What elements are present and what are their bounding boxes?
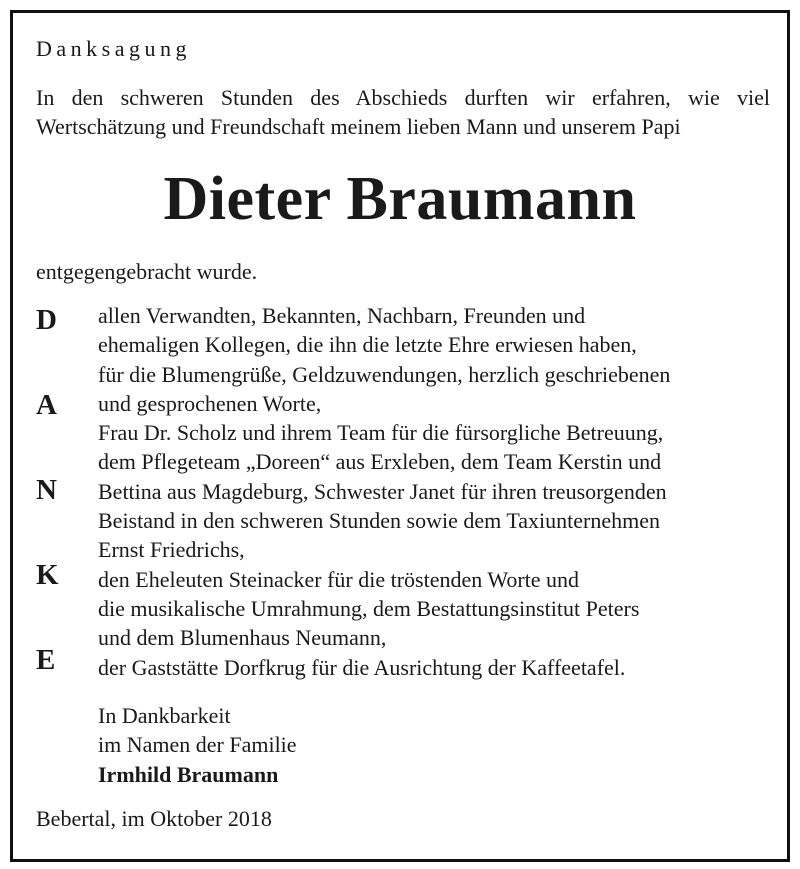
closing-line: In Dankbarkeit <box>98 703 231 728</box>
thanks-line: den Eheleuten Steinacker für die tröstenden Worte und <box>98 566 580 592</box>
thanks-line: Ernst Friedrichs, <box>98 537 245 563</box>
thanks-line: Bettina aus Magdeburg, Schwester Janet für ihren treusorgenden <box>98 478 667 504</box>
thanks-line: allen Verwandten, Bekannten, Nachbarn, Freunden und <box>98 303 586 328</box>
thanks-list <box>98 301 670 682</box>
danke-letter-k: K <box>36 559 59 591</box>
closing-line: im Namen der Familie <box>98 732 297 758</box>
thanks-line: Frau Dr. Scholz und ihrem Team für die fürsorgliche Betreuung, <box>98 420 664 446</box>
thanks-line: dem Pflegeteam „Doreen“ aus Erxleben, dem Team Kerstin und <box>98 449 662 475</box>
danke-letter-n: N <box>36 474 57 506</box>
thanks-line: Beistand in den schweren Stunden sowie dem Taxiunternehmen <box>98 508 660 534</box>
after-name-text: entgegengebracht wurde. <box>36 259 258 284</box>
intro-line: In den schweren Stunden des Abschieds durften wir erfahren, wie viel <box>36 85 770 110</box>
obituary-notice <box>10 10 790 862</box>
thanks-line: der Gaststätte Dorfkrug für die Ausrichtung der Kaffeetafel. <box>98 654 626 680</box>
danke-letter-a: A <box>36 389 57 421</box>
thanks-line: und gesprochenen Worte, <box>98 390 322 416</box>
danke-letter-d: D <box>36 304 57 336</box>
intro-paragraph <box>36 83 770 141</box>
intro-line: Wertschätzung und Freundschaft meinem lieben Mann und unserem Papi <box>36 114 681 139</box>
deceased-name: Dieter Braumann <box>163 165 637 233</box>
closing-block <box>98 701 297 789</box>
heading: Danksagung <box>36 36 191 61</box>
signer-name: Irmhild Braumann <box>98 761 279 787</box>
thanks-line: die musikalische Umrahmung, dem Bestattungsinstitut Peters <box>98 595 640 621</box>
place-date: Bebertal, im Oktober 2018 <box>36 806 272 831</box>
thanks-line: und dem Blumenhaus Neumann, <box>98 625 387 651</box>
thanks-line: ehemaligen Kollegen, die ihn die letzte Ehre erwiesen haben, <box>98 332 637 358</box>
danke-letter-e: E <box>36 644 56 676</box>
thanks-line: für die Blumengrüße, Geldzuwendungen, herzlich geschriebenen <box>98 361 671 387</box>
